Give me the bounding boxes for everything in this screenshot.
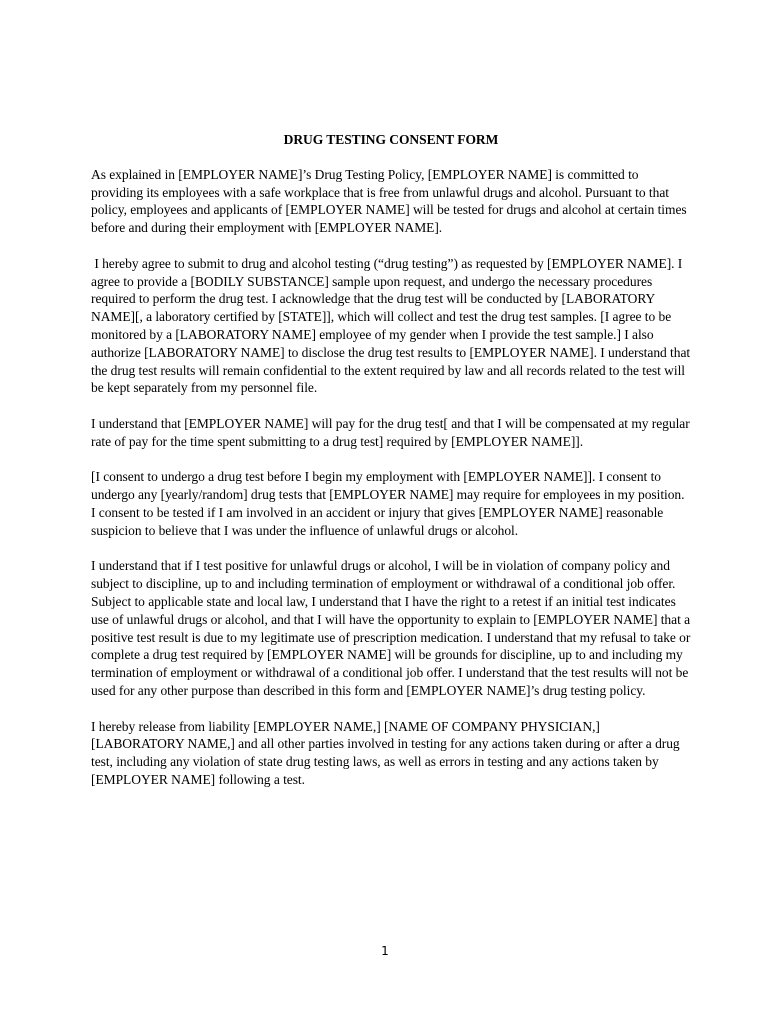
paragraph-release: I hereby release from liability [EMPLOYER NAME,] [NAME OF COMPANY PHYSICIAN,] [LABORATORY NAME,] and all other parties involved in testing for any actions taken during or after a drug test, including any violation of state drug testing laws, as well as errors in testing and any actions taken by [EMPLOYER NAME] following a test. <box>91 718 680 787</box>
paragraph-consent: [I consent to undergo a drug test before I begin my employment with [EMPLOYER NAME]]. I consent to undergo any [yearly/random] drug tests that [EMPLOYER NAME] may require for employees in my position. I consent to be tested if I am involved in an accident or injury that gives [EMPLOYER NAME] reasonable suspicion to believe that I was under the influence of unlawful drugs or alcohol. <box>91 469 685 538</box>
paragraph-payment: I understand that [EMPLOYER NAME] will pay for the drug test[ and that I will be compensated at my regular rate of pay for the time spent submitting to a drug test] required by [EMPLOYER NAME]]. <box>91 415 690 449</box>
page-number: 1 <box>381 944 389 958</box>
document-title: DRUG TESTING CONSENT FORM <box>283 132 499 147</box>
document-body <box>91 131 694 806</box>
paragraph-agreement: I hereby agree to submit to drug and alcohol testing (“drug testing”) as requested by [EMPLOYER NAME]. I agree to provide a [BODILY SUBSTANCE] sample upon request, and undergo the necessary procedures required to perform the drug test. I acknowledge that the drug test will be conducted by [LABORATORY NAME][, a laboratory certified by [STATE]], which will collect and test the drug test samples. [I agree to be monitored by a [LABORATORY NAME] employee of my gender when I provide the test sample.] I also authorize [LABORATORY NAME] to disclose the drug test results to [EMPLOYER NAME]. I understand that the drug test results will remain confidential to the extent required by law and all records related to the test will be kept separately from my personnel file. <box>91 255 694 396</box>
paragraph-positive-result: I understand that if I test positive for unlawful drugs or alcohol, I will be in violation of company policy and subject to discipline, up to and including termination of employment or withdrawal of a conditional job offer. Subject to applicable state and local law, I understand that I have the right to a retest if an initial test indicates use of unlawful drugs or alcohol, and that I will have the opportunity to explain to [EMPLOYER NAME] that a positive test result is due to my legitimate use of prescription medication. I understand that my refusal to take or complete a drug test required by [EMPLOYER NAME] will be grounds for discipline, up to and including my termination of employment or withdrawal of a conditional job offer. I understand that the test results will not be used for any other purpose than described in this form and [EMPLOYER NAME]’s drug testing policy. <box>91 558 691 698</box>
paragraph-policy-intro: As explained in [EMPLOYER NAME]’s Drug Testing Policy, [EMPLOYER NAME] is committed to providing its employees with a safe workplace that is free from unlawful drugs and alcohol. Pursuant to that policy, employees and applicants of [EMPLOYER NAME] will be tested for drugs and alcohol at certain times before and during their employment with [EMPLOYER NAME]. <box>91 166 690 236</box>
